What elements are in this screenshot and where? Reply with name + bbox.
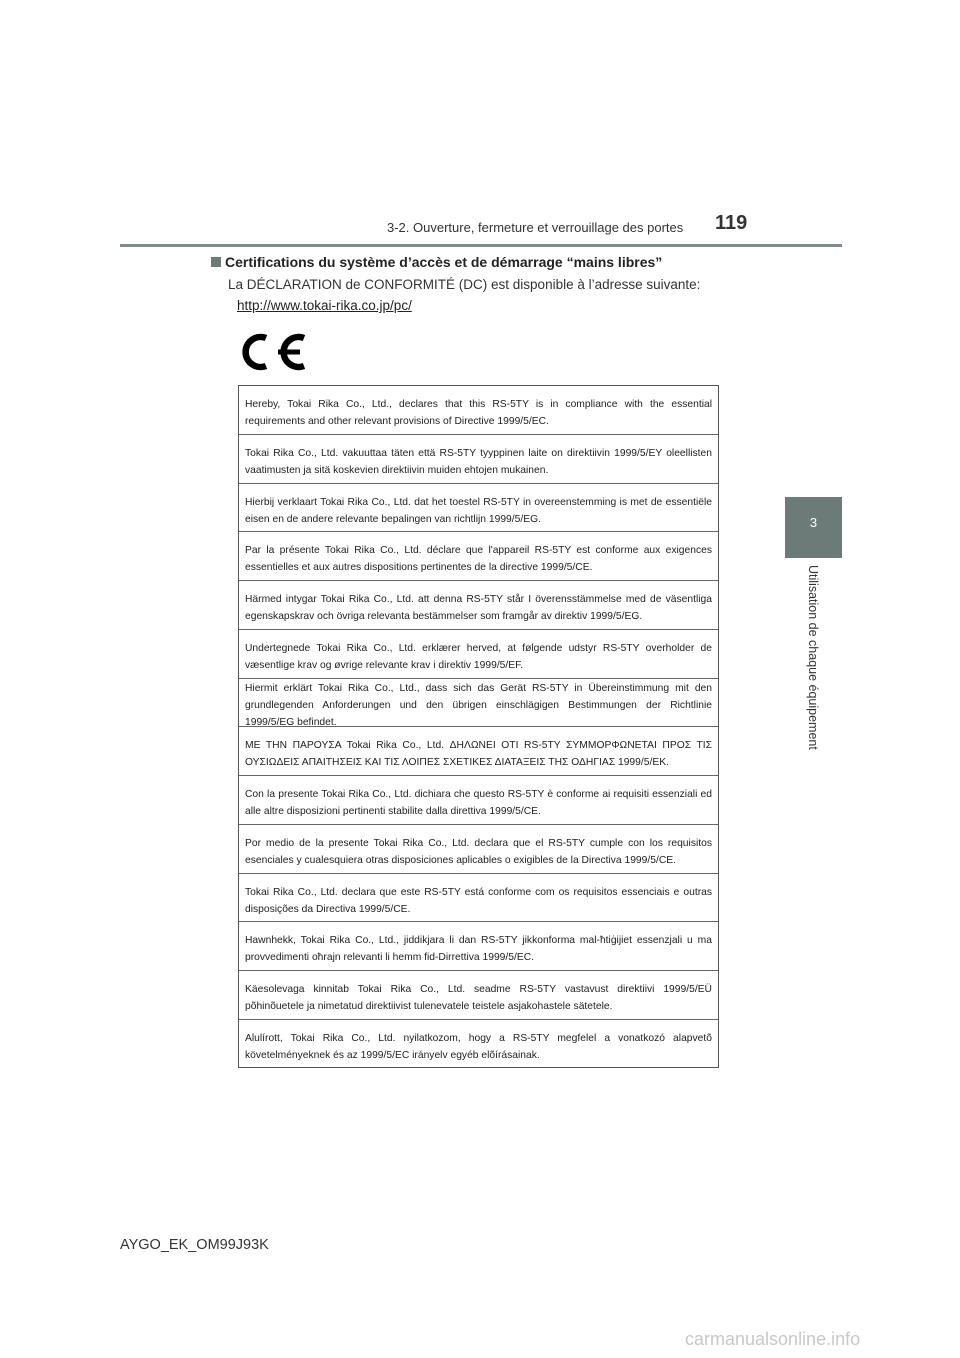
declaration-row-maltese: Hawnhekk, Tokai Rika Co., Ltd., jiddikjara li dan RS-5TY jikkonforma mal-ħtiġijiet essenzjali u ma provvedimenti oħrajn relevanti li hemm fid-Dirrettiva 1999/5/EC. <box>239 922 718 971</box>
declaration-row-portuguese: Tokai Rika Co., Ltd. declara que este RS-5TY está conforme com os requisitos essenciais e outras disposições da Directiva 1999/5/CE. <box>239 874 718 923</box>
declaration-row-danish: Undertegnede Tokai Rika Co., Ltd. erklærer herved, at følgende udstyr RS-5TY overholder de væsentlige krav og øvrige relevante krav i direktiv 1999/5/EF. <box>239 630 718 679</box>
declaration-row-estonian: Käesolevaga kinnitab Tokai Rika Co., Ltd. seadme RS-5TY vastavust direktiivi 1999/5/EÜ põhinõuetele ja nimetatud direktiivist tulenevatele teistele asjakohastele sätetele. <box>239 971 718 1020</box>
square-bullet-icon <box>211 257 221 267</box>
side-tab-label: Utilisation de chaque équipement <box>806 565 820 750</box>
declaration-row-italian: Con la presente Tokai Rika Co., Ltd. dichiara che questo RS-5TY è conforme ai requisiti essenziali ed alle altre disposizioni pertinenti stabilite dalla direttiva 1999/5/CE. <box>239 776 718 825</box>
watermark: carmanualsonline.info <box>685 1329 861 1349</box>
declaration-row-english: Hereby, Tokai Rika Co., Ltd., declares that this RS-5TY is in compliance with the essential requirements and other relevant provisions of Directive 1999/5/EC. <box>239 386 718 435</box>
side-tab-number: 3 <box>809 515 818 530</box>
page-number: 119 <box>715 212 748 234</box>
declaration-row-spanish: Por medio de la presente Tokai Rika Co., Ltd. declara que el RS-5TY cumple con los requisitos esenciales y cualesquiera otras disposiciones aplicables o exigibles de la Directiva 1999/5/CE. <box>239 825 718 874</box>
header-rule <box>120 244 842 247</box>
declaration-row-french: Par la présente Tokai Rika Co., Ltd. déclare que l'appareil RS-5TY est conforme aux exigences essentielles et aux autres dispositions pertinentes de la directive 1999/5/CE. <box>239 532 718 581</box>
declaration-row-finnish: Tokai Rika Co., Ltd. vakuuttaa täten että RS-5TY tyyppinen laite on direktiivin 1999/5/EY oleellisten vaatimusten ja sitä koskevien direktiivin muiden ehtojen mukainen. <box>239 435 718 484</box>
declaration-table <box>238 385 719 1068</box>
ce-mark-icon <box>238 332 308 372</box>
declaration-row-swedish: Härmed intygar Tokai Rika Co., Ltd. att denna RS-5TY står I överensstämmelse med de väsentliga egenskapskrav och övriga relevanta bestämmelser som framgår av direktiv 1999/5/EG. <box>239 581 718 630</box>
declaration-row-greek: ΜΕ ΤΗΝ ΠΑΡΟΥΣΑ Tokai Rika Co., Ltd. ΔΗΛΩΝΕΙ ΟΤΙ RS-5TY ΣΥΜΜΟΡΦΩΝΕΤΑΙ ΠΡΟΣ ΤΙΣ ΟΥΣΙΩΔΕΙΣ ΑΠΑΙΤΗΣΕΙΣ ΚΑΙ ΤΙΣ ΛΟΙΠΕΣ ΣΧΕΤΙΚΕΣ ΔΙΑΤΑΞΕΙΣ ΤΗΣ ΟΔΗΓΙΑΣ 1999/5/ΕΚ. <box>239 727 718 776</box>
section-heading-text: Certifications du système d’accès et de démarrage “mains libres” <box>225 254 663 270</box>
declaration-row-german: Hiermit erklärt Tokai Rika Co., Ltd., dass sich das Gerät RS-5TY in Übereinstimmung mit den grundlegenden Anforderungen und den übrigen einschlägigen Bestimmungen der Richtlinie 1999/5/EG befindet. <box>239 679 718 728</box>
section-heading <box>211 254 662 270</box>
footer-manual-code: AYGO_EK_OM99J93K <box>120 1237 269 1253</box>
declaration-row-dutch: Hierbij verklaart Tokai Rika Co., Ltd. dat het toestel RS-5TY in overeenstemming is met de essentiële eisen en de andere relevante bepalingen van richtlijn 1999/5/EG. <box>239 484 718 533</box>
header-section-title: 3-2. Ouverture, fermeture et verrouillage des portes <box>387 220 684 235</box>
declaration-url-link[interactable]: http://www.tokai-rika.co.jp/pc/ <box>237 298 412 313</box>
intro-text: La DÉCLARATION de CONFORMITÉ (DC) est disponible à l’adresse suivante: <box>228 277 701 292</box>
declaration-row-hungarian: Alulírott, Tokai Rika Co., Ltd. nyilatkozom, hogy a RS-5TY megfelel a vonatkozó alapvetõ követelményeknek és az 1999/5/EC irányelv egyéb elõírásainak. <box>245 1032 712 1061</box>
